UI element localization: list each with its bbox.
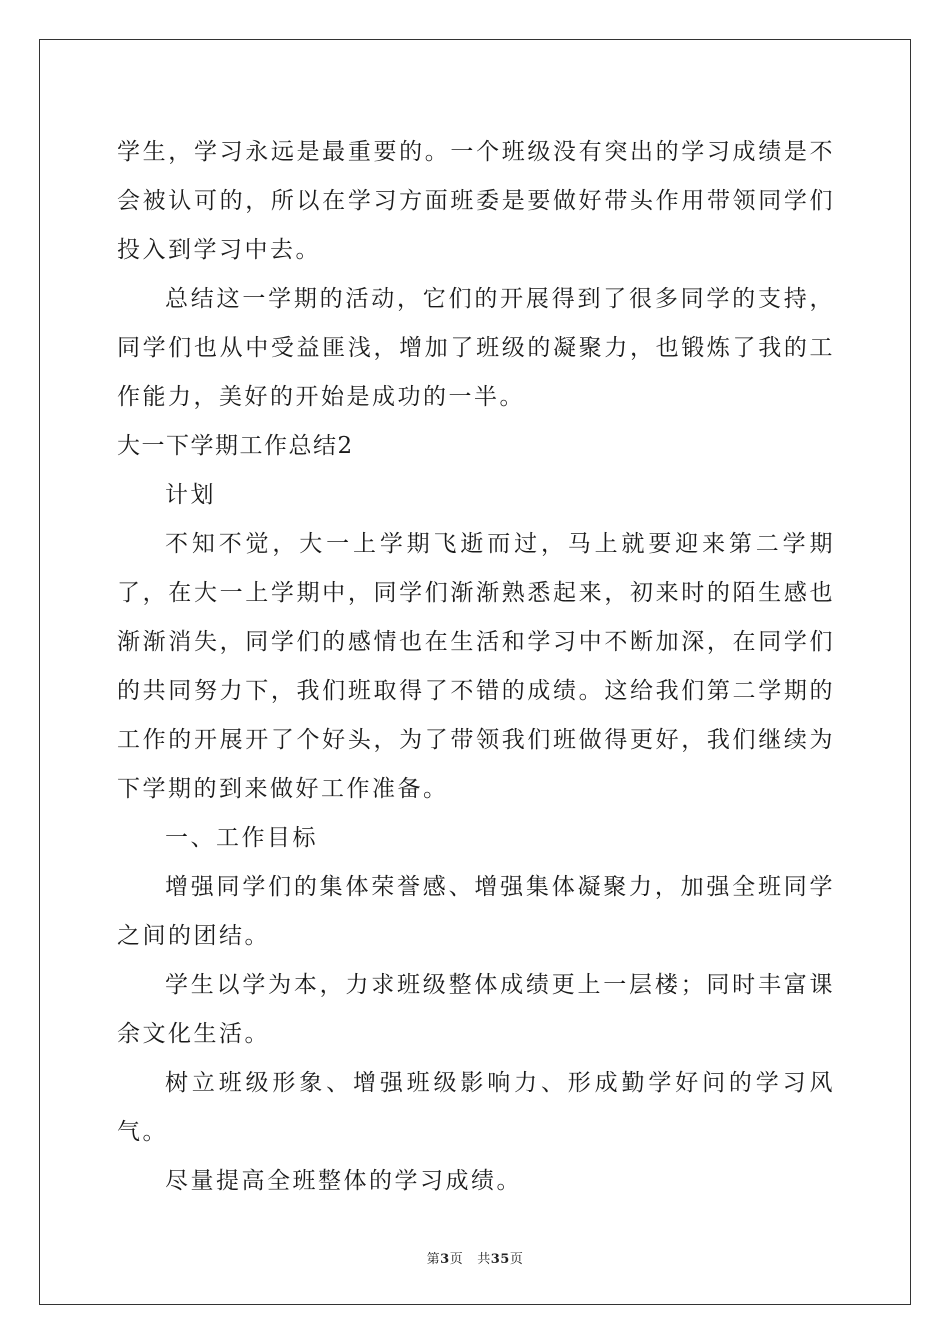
total-prefix: 共 — [477, 1252, 491, 1267]
document-body — [117, 128, 835, 1206]
page-number: 3 — [440, 1252, 450, 1267]
paragraph-goal-4: 尽量提高全班整体的学习成绩。 — [165, 1168, 522, 1194]
paragraph-goal-3: 树立班级形象、增强班级影响力、形成勤学好问的学习风气。 — [117, 1070, 835, 1145]
paragraph-plan: 计划 — [165, 482, 216, 508]
page-footer — [0, 1248, 950, 1267]
page-prefix: 第 — [426, 1252, 441, 1267]
total-pages: 35 — [490, 1252, 510, 1267]
total-suffix: 页 — [509, 1252, 524, 1267]
section-heading: 大一下学期工作总结2 — [117, 433, 354, 459]
paragraph-1: 学生，学习永远是最重要的。一个班级没有突出的学习成绩是不会被认可的，所以在学习方面班委是要做好带头作用带领同学们投入到学习中去。 — [117, 139, 835, 263]
paragraph-2: 总结这一学期的活动，它们的开展得到了很多同学的支持，同学们也从中受益匪浅，增加了班级的凝聚力，也锻炼了我的工作能力，美好的开始是成功的一半。 — [117, 286, 835, 410]
paragraph-intro: 不知不觉，大一上学期飞逝而过，马上就要迎来第二学期了，在大一上学期中，同学们渐渐熟悉起来，初来时的陌生感也渐渐消失，同学们的感情也在生活和学习中不断加深，在同学们的共同努力下，我们班取得了不错的成绩。这给我们第二学期的工作的开展开了个好头，为了带领我们班做得更好，我们继续为下学期的到来做好工作准备。 — [117, 531, 835, 802]
paragraph-goal-1: 增强同学们的集体荣誉感、增强集体凝聚力，加强全班同学之间的团结。 — [117, 874, 835, 949]
subheading-goals: 一、工作目标 — [165, 825, 318, 851]
paragraph-goal-2: 学生以学为本，力求班级整体成绩更上一层楼；同时丰富课余文化生活。 — [117, 972, 835, 1047]
page-suffix: 页 — [449, 1252, 464, 1267]
